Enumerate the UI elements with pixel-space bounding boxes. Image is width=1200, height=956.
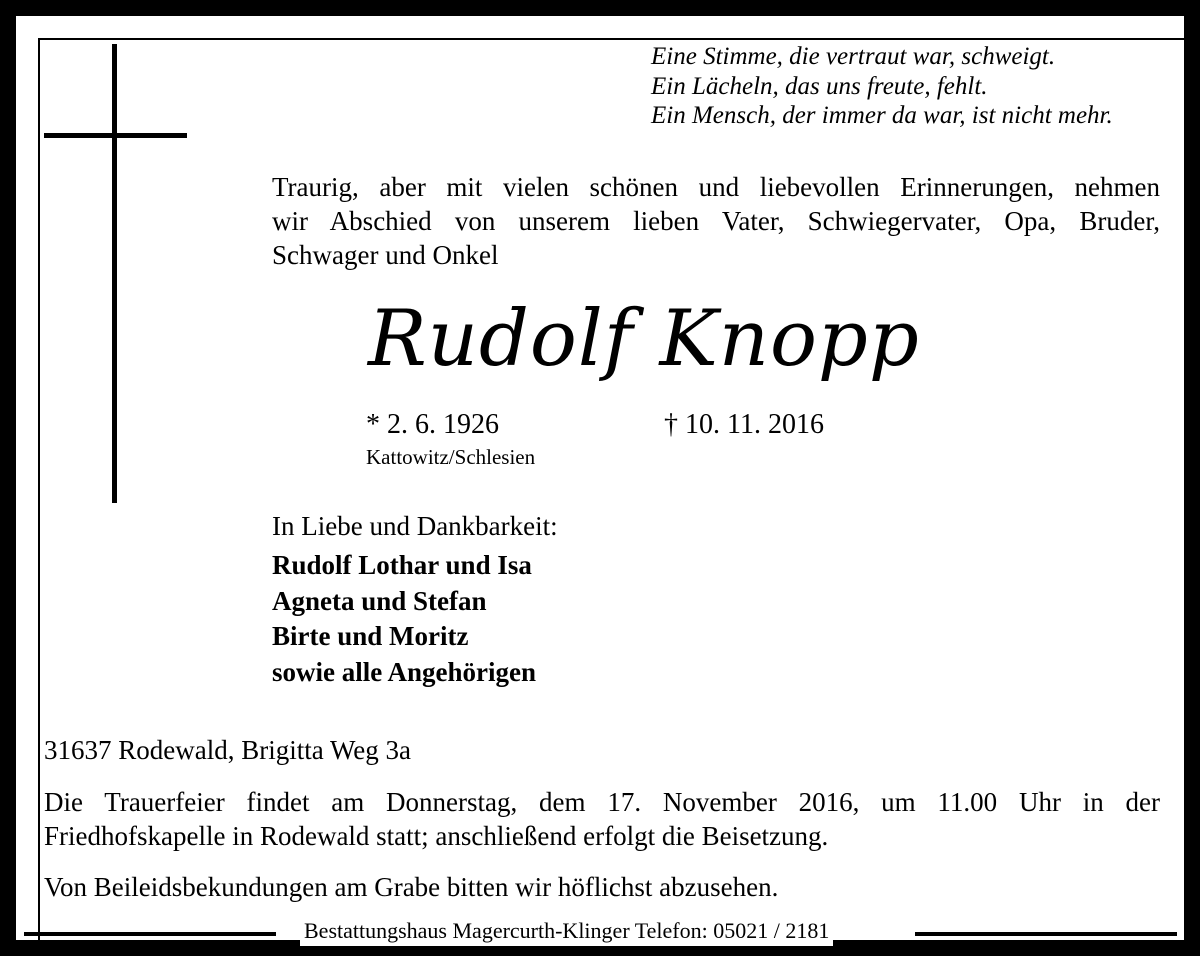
intro-text <box>272 170 1160 272</box>
mourners-heading: In Liebe und Dankbarkeit: <box>272 511 558 541</box>
service-info <box>44 785 1160 853</box>
cross-icon-vertical-bar <box>112 44 117 503</box>
poem <box>651 42 1113 131</box>
intro-line: Traurig, aber mit vielen schönen und liebevollen Erinnerungen, nehmen <box>272 172 1160 202</box>
poem-line: Ein Mensch, der immer da war, ist nicht mehr. <box>651 102 1113 129</box>
birth-date: * 2. 6. 1926 <box>366 409 499 440</box>
footer <box>0 916 1200 946</box>
cross-icon-horizontal-bar <box>44 133 187 138</box>
footer-rule-left <box>24 932 276 936</box>
mourner-name: Birte und Moritz <box>272 621 469 651</box>
birthplace: Kattowitz/Schlesien <box>366 445 536 469</box>
mourner-name: Agneta und Stefan <box>272 585 487 616</box>
service-line: Friedhofskapelle in Rodewald statt; anschließend erfolgt die Beisetzung. <box>44 821 829 851</box>
mourners-list <box>272 548 536 690</box>
intro-line: Schwager und Onkel <box>272 240 499 270</box>
poem-line: Ein Lächeln, das uns freute, fehlt. <box>651 72 988 100</box>
intro-line: wir Abschied von unserem lieben Vater, Schwiegervater, Opa, Bruder, <box>272 206 1160 236</box>
deceased-name: Rudolf Knopp <box>368 294 920 384</box>
condolence-note: Von Beileidsbekundungen am Grabe bitten wir höflichst abzusehen. <box>44 872 779 902</box>
death-date: † 10. 11. 2016 <box>664 409 824 440</box>
mourner-name: Rudolf Lothar und Isa <box>272 550 532 580</box>
poem-line: Eine Stimme, die vertraut war, schweigt. <box>651 43 1056 70</box>
mourner-name: sowie alle Angehörigen <box>272 656 536 687</box>
service-line: Die Trauerfeier findet am Donnerstag, dem 17. November 2016, um 11.00 Uhr in der <box>44 787 1160 817</box>
address: 31637 Rodewald, Brigitta Weg 3a <box>44 735 412 765</box>
footer-rule-right <box>915 932 1177 936</box>
funeral-home-info: Bestattungshaus Magercurth-Klinger Telefon: 05021 / 2181 <box>300 916 833 946</box>
